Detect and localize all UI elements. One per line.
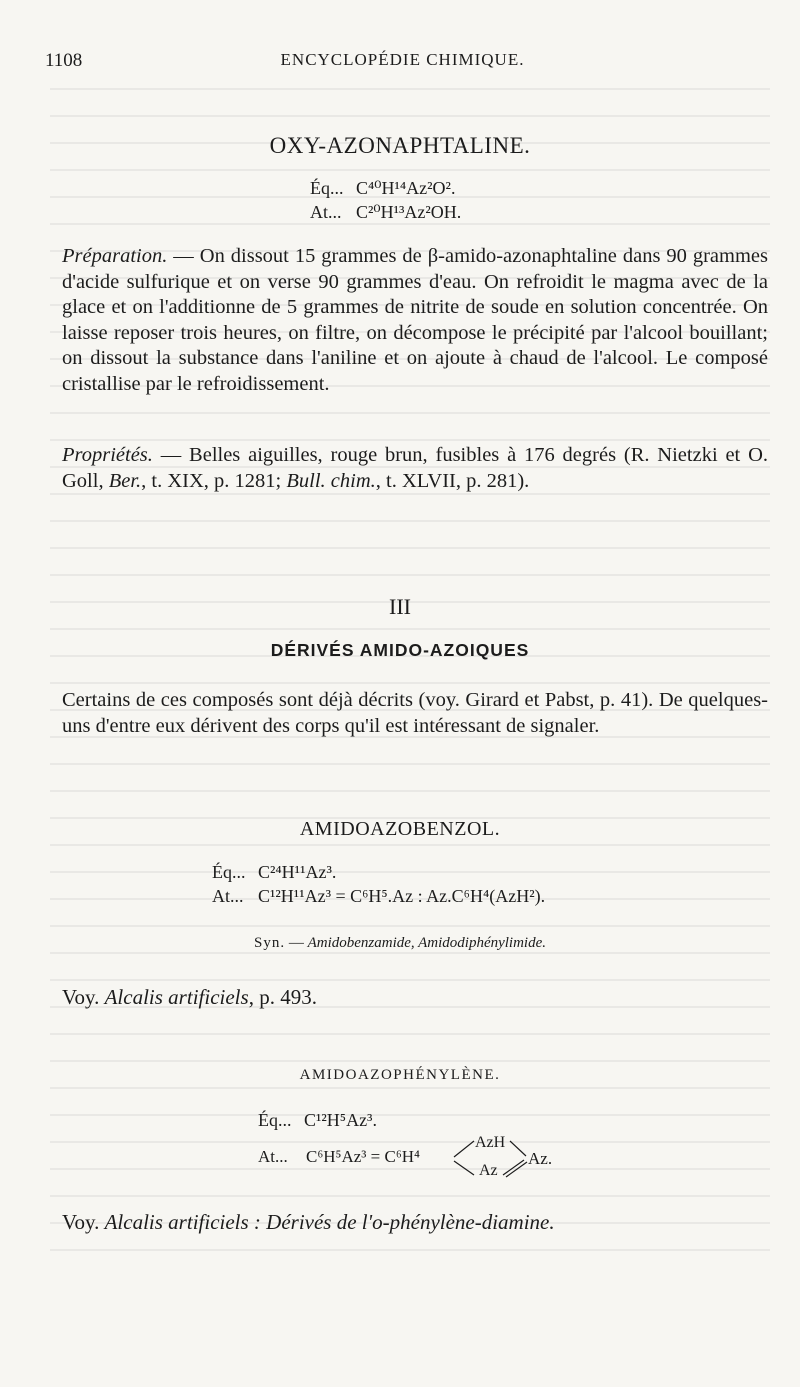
synonyms-dash: — — [285, 935, 308, 951]
bond-upper-right — [510, 1141, 526, 1156]
reference-ber: Ber. — [108, 469, 142, 492]
preparation-paragraph — [62, 244, 768, 397]
voy-reference: Alcalis artificiels — [104, 985, 249, 1009]
bond-lower-left — [454, 1161, 474, 1175]
at-formula-prefix: C⁶H⁵Az³ = C⁶H⁴ — [306, 1147, 420, 1166]
running-title: ENCYCLOPÉDIE CHIMIQUE. — [280, 50, 525, 69]
section-intro: Certains de ces composés sont déjà décrits (voy. Girard et Pabst, p. 41). De quelques-uns d'entre eux dérivent des corps qu'il est intéressant de signaler. — [62, 689, 768, 737]
bridge-bottom-group: Az — [479, 1162, 498, 1179]
eq-label: Éq... — [258, 1110, 292, 1130]
amidoazobenzol-title: AMIDOAZOBENZOL. — [299, 818, 501, 840]
amidoazophenylene-see-also — [62, 1210, 555, 1235]
page-header — [45, 50, 760, 74]
properties-text-2: , t. XIX, p. 1281; — [141, 469, 287, 492]
properties-text-3: , t. XLVII, p. 281). — [375, 469, 530, 492]
voy-label: Voy. — [62, 985, 100, 1009]
section-number: III — [389, 594, 411, 619]
amidoazobenzol-eq-formula — [212, 862, 336, 883]
bridge-top-group: AzH — [475, 1134, 506, 1151]
voy-reference: Alcalis artificiels : Dérivés de l'o-phénylène-diamine. — [104, 1210, 555, 1234]
amidoazophenylene-title: AMIDOAZOPHÉNYLÈNE. — [299, 1067, 501, 1083]
properties-paragraph — [62, 443, 768, 494]
bond-lower-right-b — [506, 1162, 527, 1177]
properties-text: — Belles aiguilles, rouge brun, fusibles à 176 degrés (R. Nietzki et O. Goll, — [62, 444, 768, 492]
bond-lower-right-a — [503, 1160, 524, 1175]
properties-label: Propriétés. — [62, 444, 153, 466]
eq-label: Éq... — [310, 178, 344, 198]
at-value: C²⁰H¹³Az²OH. — [356, 202, 462, 222]
reference-bull-chim: Bull. chim. — [286, 469, 376, 492]
amidoazophenylene-at-structure — [258, 1130, 598, 1180]
at-label: At... — [258, 1147, 288, 1166]
synonyms-label: Syn. — [253, 935, 286, 951]
voy-page: , p. 493. — [248, 985, 317, 1009]
section-title: DÉRIVÉS AMIDO-AZOIQUES — [270, 640, 530, 660]
at-value: C¹²H¹¹Az³ = C⁶H⁵.Az : Az.C⁶H⁴(AzH²). — [258, 886, 546, 906]
voy-label: Voy. — [62, 1210, 100, 1234]
preparation-label: Préparation. — [62, 245, 168, 267]
amidoazobenzol-see-also — [62, 985, 317, 1010]
page-number: 1108 — [45, 50, 83, 71]
eq-value: C²⁴H¹¹Az³. — [258, 862, 337, 882]
eq-label: Éq... — [212, 862, 246, 882]
amidoazophenylene-eq-formula — [258, 1110, 377, 1131]
eq-value: C⁴⁰H¹⁴Az²O². — [356, 178, 456, 198]
amidoazobenzol-at-formula — [212, 886, 545, 907]
oxy-eq-formula — [310, 178, 455, 199]
synonyms-text: Amidobenzamide, Amidodiphénylimide. — [307, 935, 547, 951]
bridge-end-group: Az. — [528, 1149, 553, 1168]
bond-upper-left — [454, 1141, 474, 1157]
oxy-title: OXY-AZONAPHTALINE. — [269, 133, 531, 158]
eq-value: C¹²H⁵Az³. — [304, 1110, 377, 1130]
at-label: At... — [310, 202, 342, 222]
at-label: At... — [212, 886, 244, 906]
oxy-at-formula — [310, 202, 461, 223]
preparation-text: — On dissout 15 grammes de β-amido-azonaphtaline dans 90 grammes d'acide sulfurique et on verse 90 grammes d'eau. On refroidit le magma avec de la glace et on l'additionne de 5 grammes de nitrite de soude en solution concentrée. On laisse reposer trois heures, on filtre, on décompose le précipité par l'alcool bouillant; on dissout la substance dans l'aniline et on ajoute à chaud de l'alcool. Le composé cristallise par le refroidissement. — [62, 245, 768, 395]
synonyms-line — [0, 935, 800, 952]
